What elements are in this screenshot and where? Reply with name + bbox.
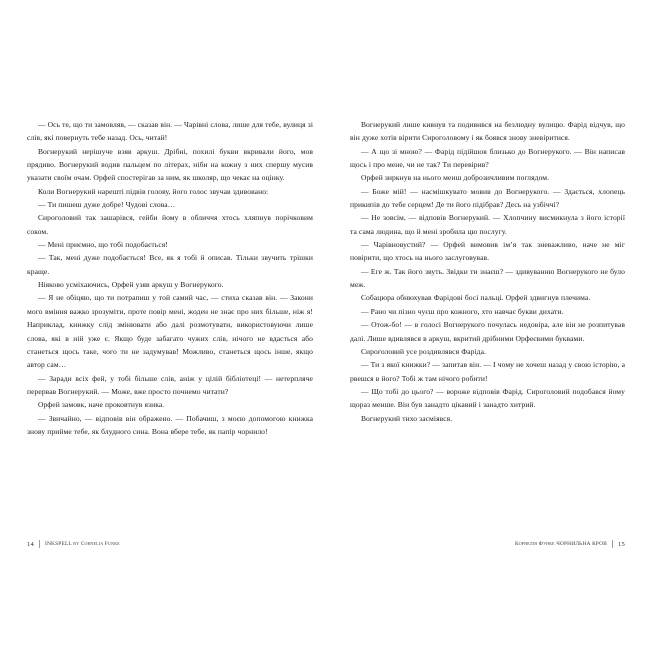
paragraph: — Звичайно, — відповів він ображено. — Побачиш, з моєю допомогою книжка знову прийме тебе, як блудного сина. Вона вбере тебе, як папір чорнило! [27, 413, 313, 436]
paragraph: — Рано чи пізно чуєш про кожного, хто навчає букви дихати. [360, 306, 564, 316]
page-right [325, 0, 650, 650]
paragraph: Вогнерукий тихо засміявся. [360, 413, 453, 423]
paragraph: Сироголовий так зашарівся, гейби йому в обличчя хтось хляпнув порічковим соком. [27, 213, 313, 236]
paragraph: Ніяково усміхаючись, Орфей узяв аркуш у Вогнерукого. [37, 280, 224, 290]
footer-divider [39, 540, 40, 548]
paragraph: — Не зовсім, — відповів Вогнерукий. — Хлопчину висмикнула з його історії та сама людина, що й мені зробила цю послугу. [350, 213, 625, 236]
paragraph: — Отож-бо! — в голосі Вогнерукого почулась недовіра, але він не розпитував далі. Лише вдивлявся в аркуш, вкритий дрібними Орфеєвими буквами. [350, 320, 625, 343]
paragraph: — Що тобі до цього? — вороже відповів Фарід. Сироголовий подобався йому щораз менше. Він був занадто цікавий і занадто хитрий. [350, 386, 625, 410]
paragraph: — Ти пишеш дуже добре! Чудові слова… [37, 200, 176, 210]
paragraph: — Так, мені дуже подобається! Все, як я тобі й описав. Тільки звучить трішки краще. [27, 253, 313, 276]
paragraph: — Я не обіцяю, що ти потрапиш у той самий час, — стиха сказав він. — Закони мого вміння важко зрозуміти, проте повір мені, жоден не знає про них більше, ніж я! Наприклад, книжку слід змінювати або далі розмотувати, використовуючи лише слова, які в ній уже є. Якщо буде забагато чужих слів, нічого не вдасться або станеться щось таке, чого ти не задумував! Можливо, станеться щось інше, якщо автор сам… [27, 293, 313, 370]
running-head-left: INKSPELL by Cornelia Funke [44, 541, 120, 547]
paragraph: — Заради всіх фей, у тобі більше слів, аніж у цілій бібліотеці! — нетерпляче перервав Вогнерукий. — Може, вже просто почнемо читати? [27, 373, 313, 396]
page-number-right: 15 [618, 540, 625, 548]
paragraph: Орфей зиркнув на нього менш доброзичливим поглядом. [360, 173, 550, 183]
paragraph: — Ось те, що ти замовляв, — сказав він. — Чарівні слова, лише для тебе, вулиця зі слів, які повернуть тебе назад. Ось, читай! [27, 120, 313, 143]
paragraph: Сироголовий усе роздивлявся Фаріда. [360, 346, 486, 356]
paragraph: — Боже мій! — насмішкувато мовив до Вогнерукого. — Здається, хлопець прикипів до тебе серцем! Де ти його підібрав? Десь на узбіччі? [350, 186, 625, 210]
paragraph: Орфей замовк, наче проковтнув язика. [37, 400, 165, 410]
paragraph: Собацюра обнюхував Фарідові босі пальці. Орфей здвигнув плечима. [360, 293, 591, 303]
paragraph: — Мені приємно, що тобі подобається! [37, 240, 168, 250]
page-number-left: 14 [27, 540, 34, 548]
footer-right [325, 534, 650, 554]
paragraph: Вогнерукий лише кивнув та подивився на безлюдну вулицю. Фарід відчув, що він дуже хотів вірити Сироголовому і як боявся знову зневіритися. [350, 120, 625, 143]
paragraph: Коли Вогнерукий нарешті підвів голову, його голос звучав здивовано: [37, 186, 269, 196]
footer-left [0, 534, 325, 554]
right-page-textblock [350, 118, 625, 425]
footer-divider [612, 540, 613, 548]
paragraph: — А що зі мною? — Фарід підійшов близько до Вогнерукого. — Він написав щось і про мене, чи не так? Ти перевірив? [350, 146, 625, 170]
paragraph: Вогнерукий нерішуче взяв аркуш. Дрібні, похилі букви вкривали його, мов прядиво. Вогнерукий водив пальцем по літерах, ніби на кожну з них спершу мусив указати своїм очам. Орфей спостерігав за ним, як школяр, що чекає на оцінку. [27, 146, 313, 183]
left-page-textblock [27, 118, 313, 438]
paragraph: — Ти з якої книжки? — запитав він. — І чому не хочеш назад у свою історію, а рвешся в його? Тобі ж там нічого робити! [350, 360, 625, 383]
paragraph: — Еге ж. Так його звуть. Звідки ти знаєш? — здивуванню Вогнерукого не було меж. [350, 266, 625, 290]
running-head-right: Корнелія Функе ЧОРНИЛЬНА КРОВ [514, 541, 608, 547]
paragraph: — Чарівновустий? — Орфей вимовив ім’я так зневажливо, наче не міг повірити, що хтось на нього заслуговував. [350, 240, 625, 263]
